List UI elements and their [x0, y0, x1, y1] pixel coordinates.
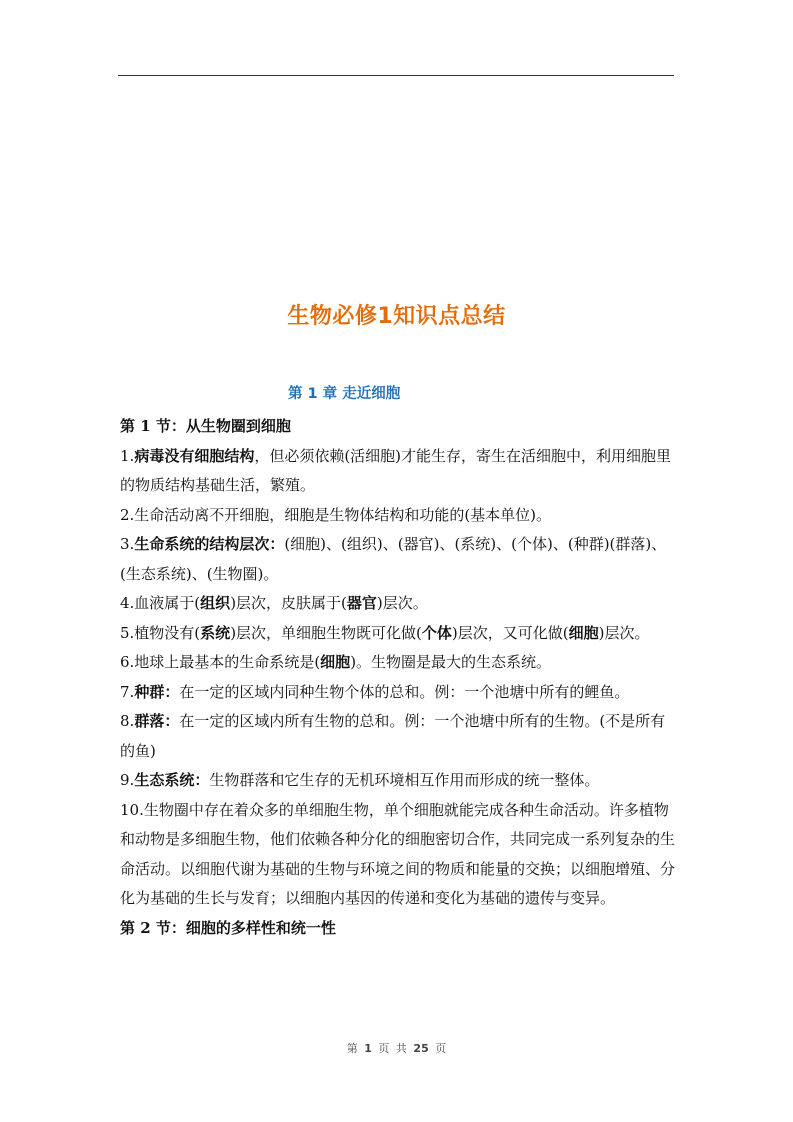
document-body	[120, 412, 675, 943]
key-term: 细胞	[320, 653, 351, 671]
paragraph-1	[120, 442, 675, 501]
key-term: 组织	[200, 594, 231, 612]
item-text: )层次，又可化做(	[451, 623, 569, 642]
paragraph-5	[120, 619, 675, 649]
key-term: 群落：	[134, 712, 180, 730]
item-text: (细胞)、(组织)、(器官)、(系统)、(个体)、(种群)(群落)、(生态系统)、(生物圈)。	[120, 535, 667, 583]
key-term: 细胞	[568, 623, 599, 642]
key-term: 个体	[421, 623, 452, 642]
item-text: )。生物圈是最大的生态系统。	[350, 653, 552, 671]
section-heading: 第 2 节：细胞的多样性和统一性	[120, 918, 336, 937]
item-text: )层次，单细胞生物既可化做(	[230, 623, 422, 642]
key-term: 系统	[200, 623, 231, 642]
item-text: 5.植物没有(	[120, 623, 201, 642]
item-text: 生物群落和它生存的无机环境相互作用而形成的统一整体。	[209, 771, 600, 789]
item-number: 8.	[120, 712, 135, 730]
key-term: 病毒没有细胞结构	[134, 446, 255, 465]
section-heading: 第 1 节：从生物圈到细胞	[120, 417, 291, 435]
footer-suffix: 页	[435, 1042, 447, 1055]
item-number: 1.	[120, 446, 135, 465]
item-text: ，但必须依赖(活细胞)才能生存，寄生在活细胞中，利用细胞里的物质结构基础生活，繁殖。	[120, 446, 672, 494]
total-page-count: 25	[413, 1042, 429, 1055]
paragraph-2: 2.生命活动离不开细胞，细胞是生物体结构和功能的(基本单位)。	[120, 505, 552, 524]
paragraph-10: 10.生物圈中存在着众多的单细胞生物，单个细胞就能完成各种生命活动。许多植物和动物是多细胞生物，他们依赖各种分化的细胞密切合作，共同完成一系列复杂的生命活动。以细胞代谢为基础的生物与环境之间的物质和能量的交换；以细胞增殖、分化为基础的生长与发育；以细胞内基因的传递和变化为基础的遗传与变异。	[120, 800, 676, 907]
key-term: 种群：	[134, 682, 180, 701]
chapter-heading: 第 1 章 走近细胞	[288, 386, 401, 402]
item-text: 在一定的区域内同种生物个体的总和。例：一个池塘中所有的鲤鱼。	[179, 682, 630, 701]
paragraph-7	[120, 678, 675, 708]
current-page-number: 1	[364, 1042, 372, 1055]
item-number: 9.	[120, 771, 135, 789]
key-term: 生态系统：	[134, 771, 210, 789]
item-text: 在一定的区域内所有生物的总和。例：一个池塘中所有的生物。(不是所有的鱼)	[120, 712, 666, 760]
footer-mid: 页 共	[378, 1042, 407, 1055]
paragraph-9	[120, 766, 675, 796]
page-footer	[0, 1040, 793, 1056]
item-text: )层次。	[598, 623, 650, 642]
paragraph-8	[120, 707, 675, 766]
item-text: )层次。	[376, 594, 428, 612]
item-text: 4.血液属于(	[120, 594, 201, 612]
paragraph-6	[120, 648, 675, 678]
key-term: 生命系统的结构层次：	[134, 535, 285, 553]
item-text: )层次，皮肤属于(	[230, 594, 347, 612]
document-title: 生物必修1知识点总结	[287, 304, 506, 329]
key-term: 器官	[346, 594, 377, 612]
paragraph-3	[120, 530, 675, 589]
footer-prefix: 第	[346, 1042, 358, 1055]
item-text: 6.地球上最基本的生命系统是(	[120, 653, 321, 671]
item-number: 7.	[120, 682, 135, 701]
paragraph-4	[120, 589, 675, 619]
item-number: 3.	[120, 535, 135, 553]
header-rule	[118, 75, 674, 76]
